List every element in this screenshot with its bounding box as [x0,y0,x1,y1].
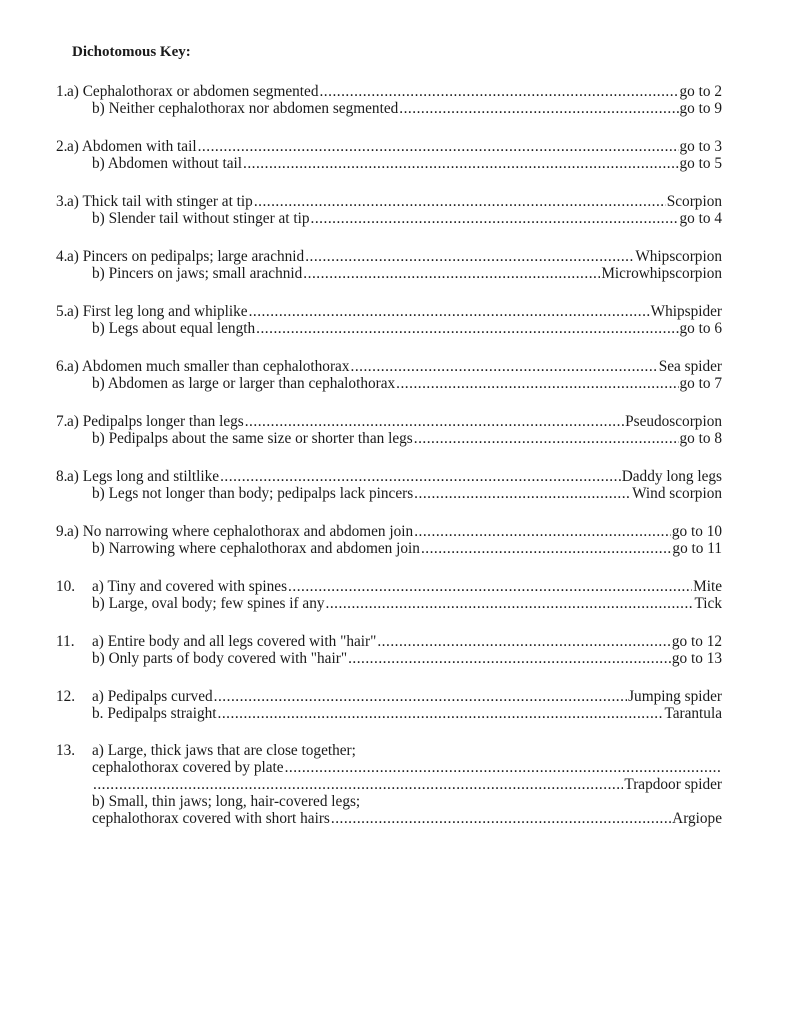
lead-result: Wind scorpion [632,485,722,502]
dot-leader [348,650,671,668]
couplet-number: 6. [56,358,68,375]
couplet-10-a: 10. a) Tiny and covered with spines ..... Mite [0,578,722,596]
lead-result: go to 4 [679,210,722,227]
couplet-4-b: b) Pincers on jaws; small arachnid ..... Microwhipscorpion [0,265,722,283]
lead-result: go to 12 [671,633,722,650]
dot-leader [331,810,671,828]
lead-text: Abdomen much smaller than cephalothorax [81,358,350,375]
lead-text: No narrowing where cephalothorax and abdomen join [82,523,414,540]
dot-leader [245,413,624,431]
couplet-number: 4. [56,248,68,265]
lead-text: Legs not longer than body; pedipalps lack pincers [108,485,414,502]
lead-text: Entire body and all legs covered with "hair" [107,633,377,650]
lead-result: go to 6 [679,320,722,337]
couplet-number: 3. [56,193,68,210]
dot-leader [288,578,692,596]
lead-result: Mite [693,578,722,595]
lead-text: Pedipalps straight [107,705,217,722]
lead-text: cephalothorax covered by plate [92,759,284,776]
dot-leader [396,375,678,393]
dot-leader [198,138,679,156]
dot-leader [93,776,623,794]
dot-leader [421,540,671,558]
couplet-number: 1. [56,83,68,100]
couplet-9-b: b) Narrowing where cephalothorax and abdomen join ..... go to 11 [0,540,722,558]
dot-leader [414,485,631,503]
lead-result: go to 3 [679,138,722,155]
lead-text: Thick tail with stinger at tip [82,193,253,210]
couplet-12-b: b. Pedipalps straight ..... Tarantula [0,705,722,723]
couplet-7-b: b) Pedipalps about the same size or shorter than legs ..... go to 8 [0,430,722,448]
couplet-1-b: b) Neither cephalothorax nor abdomen segmented ..... go to 9 [0,100,722,118]
dot-leader [220,468,621,486]
lead-result: Trapdoor spider [624,776,722,793]
couplet-8-b: b) Legs not longer than body; pedipalps lack pincers ..... Wind scorpion [0,485,722,503]
couplet-13-a-line2 [0,759,722,777]
lead-text: Cephalothorax or abdomen segmented [82,83,319,100]
dot-leader [377,633,671,651]
couplet-number: 12. [56,688,76,705]
lead-text: Tiny and covered with spines [107,578,288,595]
lead-text: Abdomen with tail [81,138,197,155]
lead-result: Pseudoscorpion [625,413,722,430]
dot-leader [303,265,600,283]
couplet-11-b: b) Only parts of body covered with "hair" ..... go to 13 [0,650,722,668]
dot-leader [218,705,664,723]
couplet-number: 9. [56,523,68,540]
dot-leader [214,688,627,706]
couplet-number: 2. [56,138,68,155]
couplet-13-a-line1 [0,742,722,760]
lead-text: Only parts of body covered with "hair" [108,650,348,667]
couplet-3-a: 3. a) Thick tail with stinger at tip ..... Scorpion [0,193,722,211]
dot-leader [249,303,650,321]
dot-leader [414,430,679,448]
lead-result: go to 5 [679,155,722,172]
lead-text: Pedipalps about the same size or shorter than legs [108,430,413,447]
lead-result: Whipscorpion [635,248,722,265]
lead-text: First leg long and whiplike [82,303,248,320]
couplet-13-a-result-line [0,776,722,794]
couplet-11-a: 11. a) Entire body and all legs covered with "hair" ..... go to 12 [0,633,722,651]
lead-text: Abdomen without tail [107,155,242,172]
lead-text: cephalothorax covered with short hairs [92,810,330,827]
lead-text: Pincers on pedipalps; large arachnid [82,248,305,265]
lead-text: Abdomen as large or larger than cephalothorax [107,375,396,392]
couplet-6-a: 6. a) Abdomen much smaller than cephalothorax ..... Sea spider [0,358,722,376]
lead-result: Scorpion [666,193,722,210]
couplet-2-b: b) Abdomen without tail ..... go to 5 [0,155,722,173]
dot-leader [285,759,721,777]
couplet-4-a: 4. a) Pincers on pedipalps; large arachnid ..... Whipscorpion [0,248,722,266]
couplet-number: 13. [56,742,76,759]
lead-result: go to 2 [679,83,722,100]
couplet-1-a: 1. a) Cephalothorax or abdomen segmented ..... go to 2 [0,83,722,101]
lead-result: Sea spider [658,358,722,375]
lead-result: Daddy long legs [621,468,722,485]
couplet-7-a: 7. a) Pedipalps longer than legs ..... Pseudoscorpion [0,413,722,431]
couplet-12-a: 12. a) Pedipalps curved ..... Jumping spider [0,688,722,706]
couplet-5-b: b) Legs about equal length ..... go to 6 [0,320,722,338]
lead-text: Pedipalps longer than legs [82,413,244,430]
couplet-13-b-line2 [0,810,722,828]
lead-text: Pedipalps curved [107,688,213,705]
lead-result: Argiope [672,810,722,827]
couplet-number: 8. [56,468,68,485]
couplet-number: 7. [56,413,68,430]
couplet-number: 5. [56,303,68,320]
lead-text: Slender tail without stinger at tip [108,210,310,227]
lead-text: Legs long and stiltlike [82,468,220,485]
couplet-5-a: 5. a) First leg long and whiplike ..... Whipspider [0,303,722,321]
lead-result: Whipspider [650,303,722,320]
lead-text: b) Small, thin jaws; long, hair-covered legs; [92,793,361,810]
dot-leader [414,523,671,541]
couplet-8-a: 8. a) Legs long and stiltlike ..... Daddy long legs [0,468,722,486]
lead-result: Jumping spider [628,688,722,705]
lead-text: Neither cephalothorax nor abdomen segmented [108,100,399,117]
lead-text: Pincers on jaws; small arachnid [108,265,303,282]
lead-result: go to 7 [679,375,722,392]
lead-result: go to 9 [679,100,722,117]
couplet-3-b: b) Slender tail without stinger at tip ..... go to 4 [0,210,722,228]
couplet-2-a: 2. a) Abdomen with tail ..... go to 3 [0,138,722,156]
couplet-number: 10. [56,578,76,595]
lead-result: go to 8 [679,430,722,447]
lead-result: Tick [694,595,722,612]
dot-leader [319,83,678,101]
couplet-number: 11. [56,633,75,650]
couplet-9-a: 9. a) No narrowing where cephalothorax and abdomen join ..... go to 10 [0,523,722,541]
dot-leader [254,193,666,211]
dot-leader [399,100,678,118]
dot-leader [311,210,679,228]
lead-text: Narrowing where cephalothorax and abdomen join [108,540,420,557]
lead-result: Tarantula [664,705,722,722]
dot-leader [326,595,694,613]
dot-leader [243,155,679,173]
couplet-6-b: b) Abdomen as large or larger than cephalothorax ..... go to 7 [0,375,722,393]
dot-leader [305,248,634,266]
lead-result: go to 13 [671,650,722,667]
dot-leader [256,320,678,338]
lead-text: Large, oval body; few spines if any [108,595,325,612]
dot-leader [351,358,658,376]
couplet-10-b: b) Large, oval body; few spines if any ..... Tick [0,595,722,613]
page-title: Dichotomous Key: [72,44,191,60]
lead-text: a) Large, thick jaws that are close together; [92,742,356,759]
lead-result: Microwhipscorpion [601,265,722,282]
lead-result: go to 10 [671,523,722,540]
lead-result: go to 11 [672,540,722,557]
couplet-13-b-line1 [0,793,722,811]
lead-text: Legs about equal length [108,320,256,337]
